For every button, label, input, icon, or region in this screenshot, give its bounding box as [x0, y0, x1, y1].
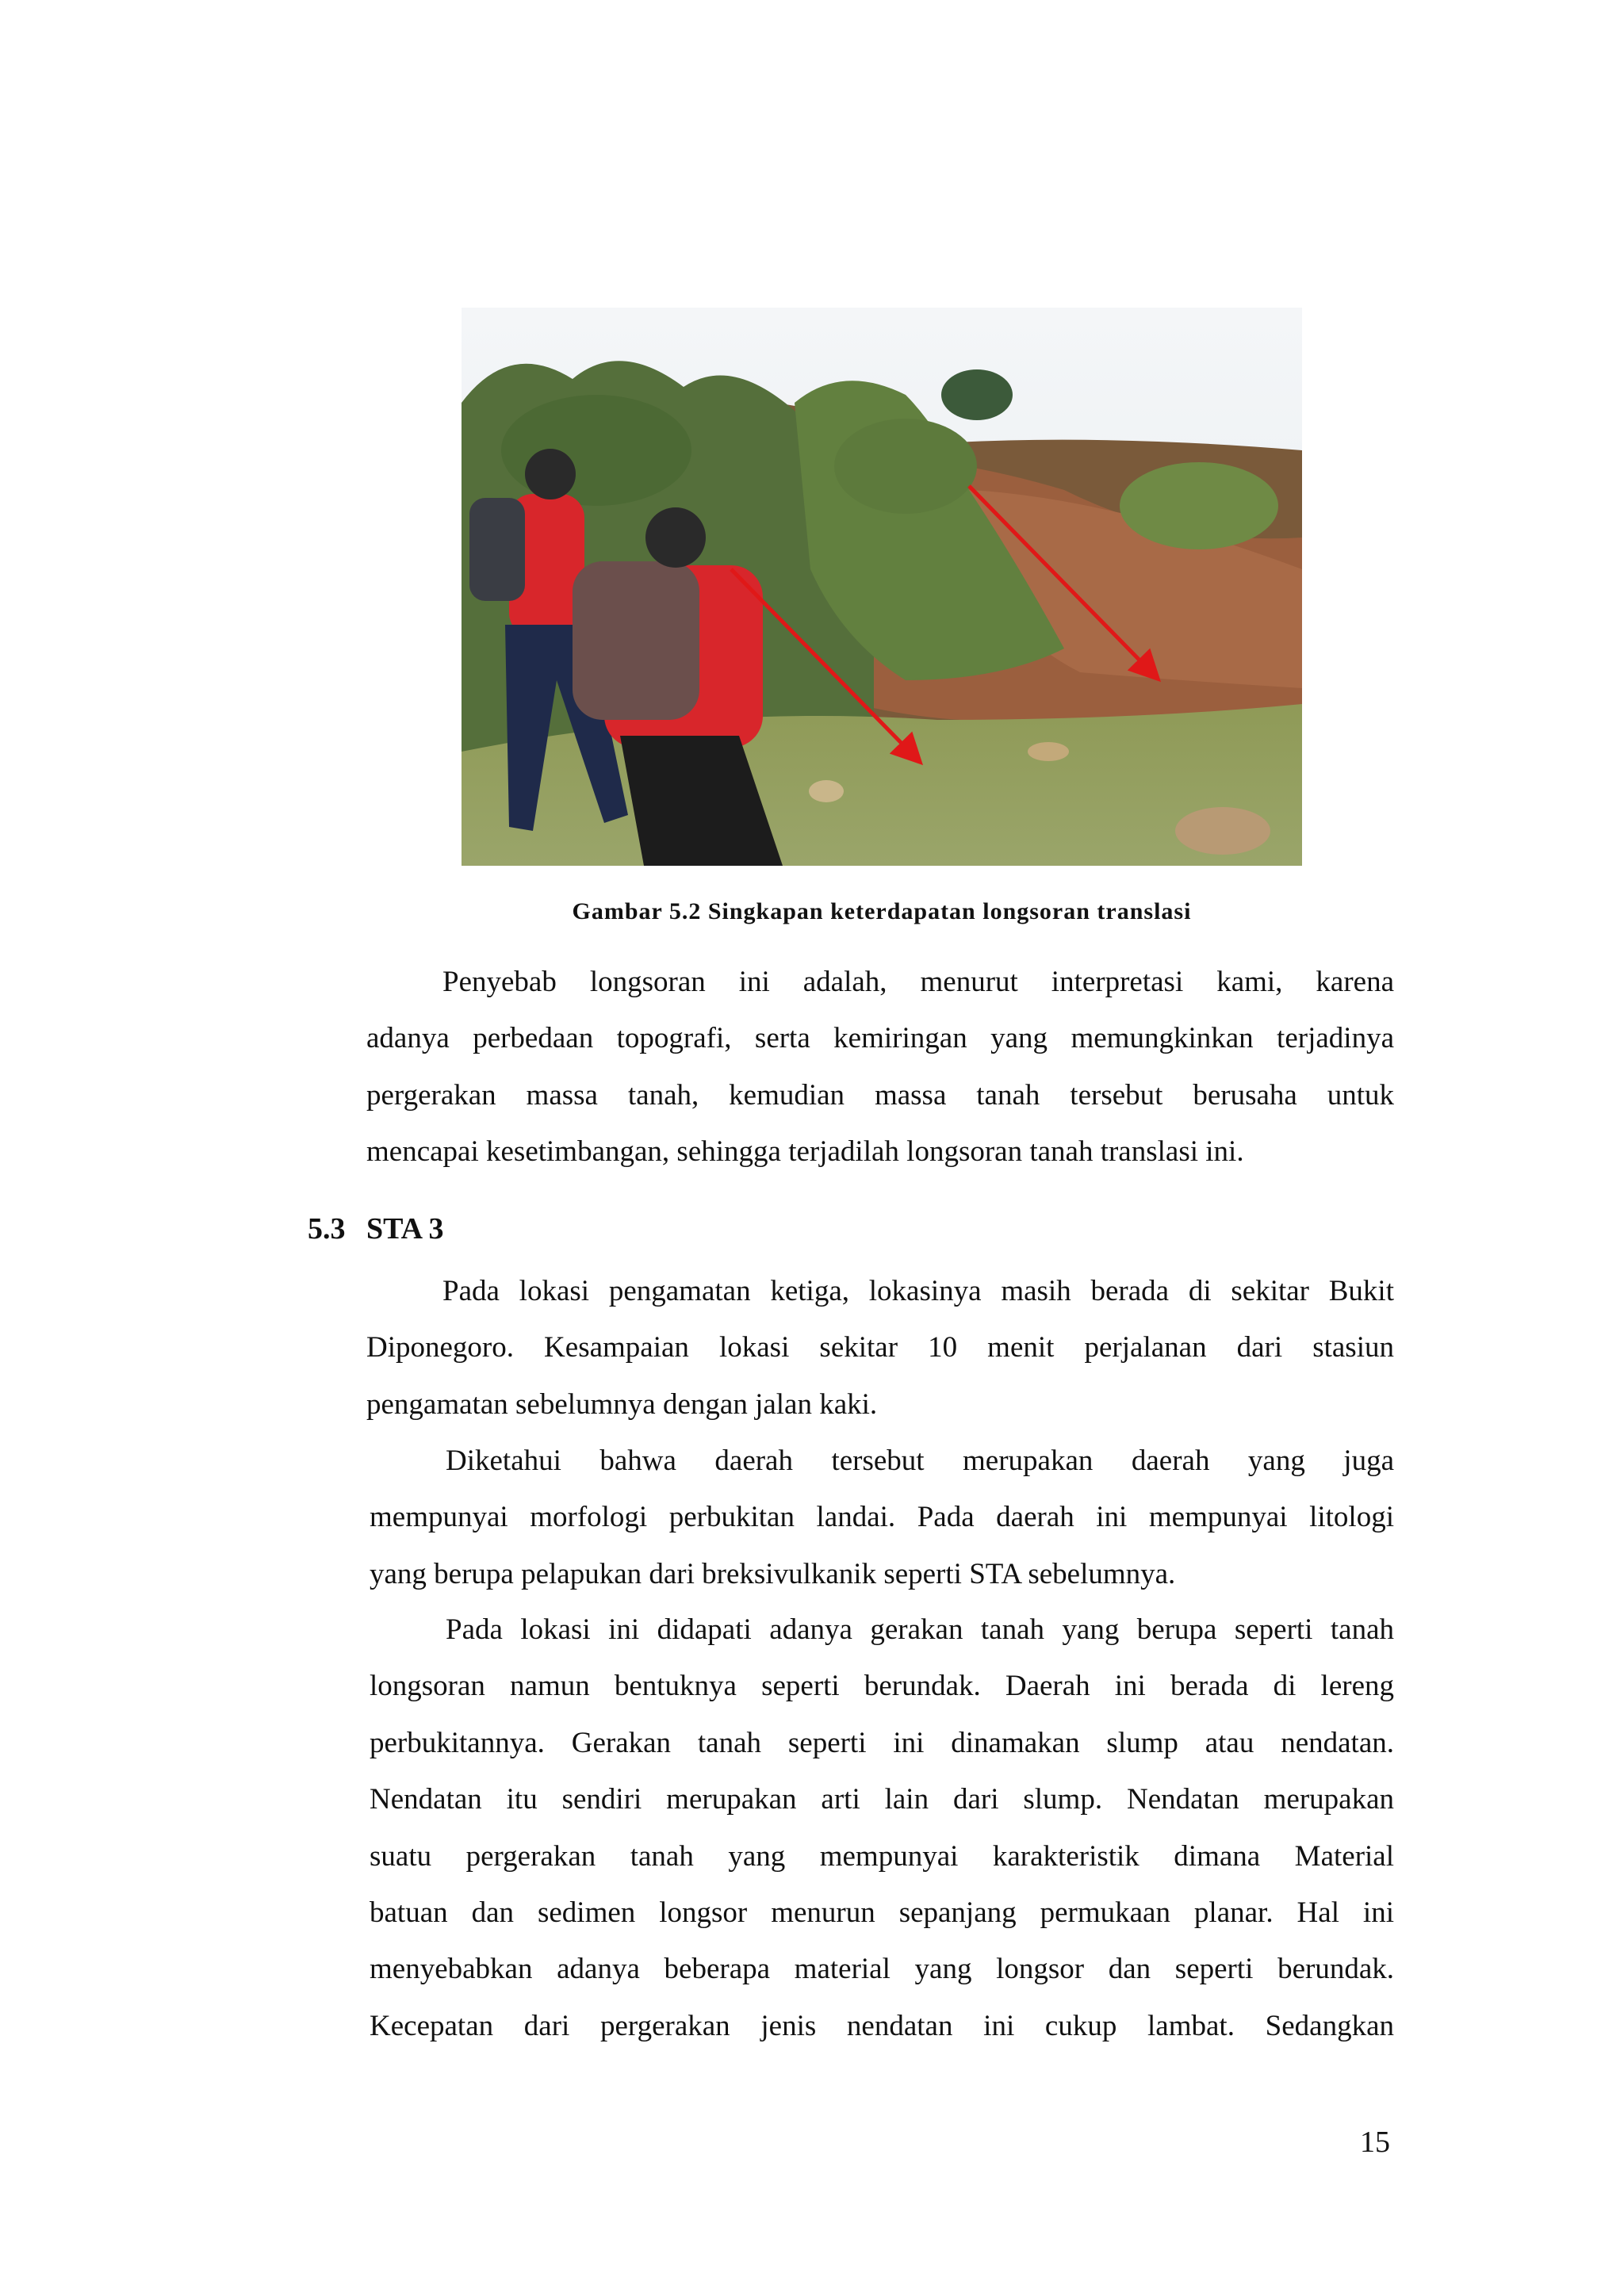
- figure-photo: [462, 308, 1302, 866]
- paragraph-landslide-cause: [366, 954, 1394, 1181]
- text-line: Diketahui bahwa daerah tersebut merupakan daerah yang juga: [446, 1445, 1394, 1477]
- field-photo-landslide: [462, 308, 1302, 866]
- text-line: menyebabkan adanya beberapa material yang longsor dan seperti berundak.: [370, 1953, 1394, 1986]
- text-line: batuan dan sedimen longsor menurun sepanjang permukaan planar. Hal ini: [370, 1896, 1394, 1929]
- text-line: adanya perbedaan topografi, serta kemiringan yang memungkinkan terjadinya: [366, 1022, 1394, 1055]
- text-line: longsoran namun bentuknya seperti berundak. Daerah ini berada di lereng: [370, 1670, 1394, 1703]
- section-number: 5.3: [308, 1212, 346, 1246]
- text-line: Pada lokasi pengamatan ketiga, lokasinya masih berada di sekitar Bukit: [442, 1275, 1394, 1307]
- text-line: Nendatan itu sendiri merupakan arti lain dari slump. Nendatan merupakan: [370, 1783, 1394, 1816]
- text-line: yang berupa pelapukan dari breksivulkanik seperti STA sebelumnya.: [370, 1557, 1176, 1590]
- text-line: perbukitannya. Gerakan tanah seperti ini dinamakan slump atau nendatan.: [370, 1726, 1394, 1759]
- paragraph-slump: [370, 1601, 1394, 2054]
- text-line: mempunyai morfologi perbukitan landai. Pada daerah ini mempunyai litologi: [370, 1501, 1394, 1534]
- text-line: pergerakan massa tanah, kemudian massa tanah tersebut berusaha untuk: [366, 1078, 1394, 1112]
- section-title: STA 3: [366, 1212, 444, 1246]
- text-line: suatu pergerakan tanah yang mempunyai karakteristik dimana Material: [370, 1839, 1394, 1873]
- text-line: Kecepatan dari pergerakan jenis nendatan ini cukup lambat. Sedangkan: [370, 2009, 1394, 2042]
- text-line: pengamatan sebelumnya dengan jalan kaki.: [366, 1387, 878, 1421]
- page-number: 15: [1360, 2126, 1390, 2159]
- paragraph-sta3-location: [366, 1263, 1394, 1433]
- paragraph-morphology: [370, 1433, 1394, 1602]
- section-heading: [308, 1211, 444, 1246]
- text-line: Penyebab longsoran ini adalah, menurut interpretasi kami, karena: [442, 966, 1394, 998]
- text-line: mencapai kesetimbangan, sehingga terjadilah longsoran tanah translasi ini.: [366, 1135, 1244, 1169]
- text-line: Pada lokasi ini didapati adanya gerakan tanah yang berupa seperti tanah: [446, 1613, 1394, 1646]
- figure-caption: Gambar 5.2 Singkapan keterdapatan longsoran translasi: [572, 898, 1192, 924]
- text-line: Diponegoro. Kesampaian lokasi sekitar 10 menit perjalanan dari stasiun: [366, 1331, 1394, 1364]
